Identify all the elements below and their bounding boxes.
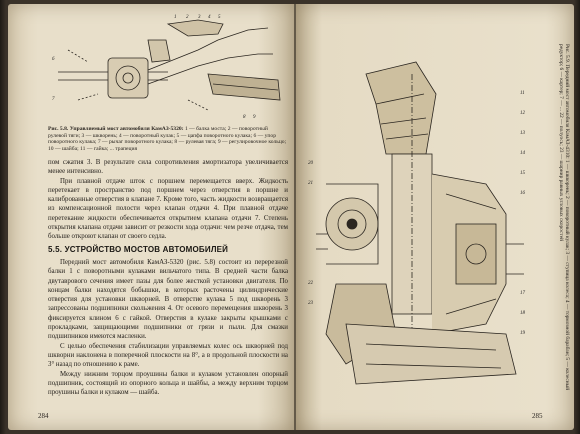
left-page xyxy=(8,4,294,430)
svg-text:1: 1 xyxy=(174,15,177,20)
front-axle-drawing xyxy=(306,34,532,406)
steering-axle-drawing xyxy=(48,10,288,122)
paragraph: С целью обеспечения стабилизации управляемых колес ось шкворней под шкворни наклонена в поперечной плоскости на 8°, а в продольной плоскости на 3° назад по отношению к раме. xyxy=(48,342,288,369)
svg-text:6: 6 xyxy=(52,57,55,62)
intro-text xyxy=(48,158,288,242)
figure-5-9-caption: Рис. 5.9. Передний мост автомобиля КамАЗ-4310: 1 — шкворень; 2 — поворотный кулак; 3 — ступица колеса; 4 — тормозной барабан; 5 — колесный редуктор; 6 — картер; 7 — ... 22 — полуось; 23 — шарнир равных угловых скоростей xyxy=(557,44,570,391)
svg-text:9: 9 xyxy=(253,115,256,120)
paragraph: Между нижним торцом проушины балки и кулаком установлен опорный подшипник, состоящий из опорного кольца и шайбы, а между верхним торцом проушины балки и кулаком — шайба. xyxy=(48,370,288,397)
svg-text:5: 5 xyxy=(218,15,221,20)
section-heading: 5.5. УСТРОЙСТВО МОСТОВ АВТОМОБИЛЕЙ xyxy=(48,245,229,254)
svg-text:21: 21 xyxy=(308,181,313,186)
page-number-left: 284 xyxy=(38,412,49,420)
svg-text:22: 22 xyxy=(308,281,313,286)
svg-text:17: 17 xyxy=(520,291,525,296)
svg-text:20: 20 xyxy=(308,161,313,166)
figure-5-8-caption xyxy=(48,126,288,152)
svg-text:13: 13 xyxy=(520,131,525,136)
figure-caption-prefix: Рис. 5.8. Управляемый мост автомобиля КамАЗ-5320: xyxy=(48,126,184,132)
svg-text:4: 4 xyxy=(208,15,211,20)
svg-text:23: 23 xyxy=(308,301,313,306)
svg-text:7: 7 xyxy=(52,97,55,102)
right-page xyxy=(296,4,574,430)
svg-text:18: 18 xyxy=(520,311,525,316)
svg-text:16: 16 xyxy=(520,191,525,196)
svg-text:2: 2 xyxy=(186,15,189,20)
section-text xyxy=(48,258,288,397)
svg-text:3: 3 xyxy=(198,15,201,20)
paragraph: Передний мост автомобиля КамАЗ-5320 (рис. 5.8) состоит из перерезной балки 1 с поворотными кулаками вильчатого типа. В средней части балка двутаврового сечения имеет пазы для более жесткой установки двигателя. По концам балки находятся бобышки, в которых расточены цилиндрические отверстия для установки шкворней. В отверстие кулака 5 под шкворень 3 запрессованы подшипники скольжения 4. От осевого перемещения шкворень 3 фиксируется клином 6 с гайкой. Отверстия в кулаке закрыты крышками с прокладками, защищающими подшипники от грязи и пыли. Для смазки подшипников имеются масленки. xyxy=(48,259,288,341)
paragraph: пом сжатия 3. В результате сила сопротивления амортизатора увеличивается менее интенсивно. xyxy=(48,159,288,176)
paragraph: При плавной отдаче шток с поршнем перемещается вверх. Жидкость перетекает в пространство под поршнем через отверстия в поршне и калиброванные отверстия в клапане 7. Кроме того, часть жидкости возвращается из компенсационной полости через клапан отдачи 4. При плавной отдаче перетекание жидкости обеспечивается открытием клапана отдачи 7. Степень открытия клапана отдачи зависит от резкости хода отдачи: чем резче отдача, тем больше откроют клапан от своего седла. xyxy=(48,177,288,241)
svg-text:8: 8 xyxy=(243,115,246,120)
svg-text:14: 14 xyxy=(520,151,525,156)
page-number-right: 285 xyxy=(532,412,543,420)
figure-caption-body: 1 — балка моста; 2 — поворотный рулевой тяги; 3 — шкворень; 4 — поворотный кулак; 5 — цапфа поворотного кулака; 6 — упор поворотного кулака; 7 — рычаг поворотного кулака; 8 — рулевая тяга; 9 — регулировочное кольцо; 10 — шайба; 11 — гайка; ... трапеция xyxy=(48,126,287,152)
svg-text:12: 12 xyxy=(520,111,525,116)
svg-text:19: 19 xyxy=(520,331,525,336)
svg-text:11: 11 xyxy=(520,91,525,96)
svg-text:15: 15 xyxy=(520,171,525,176)
